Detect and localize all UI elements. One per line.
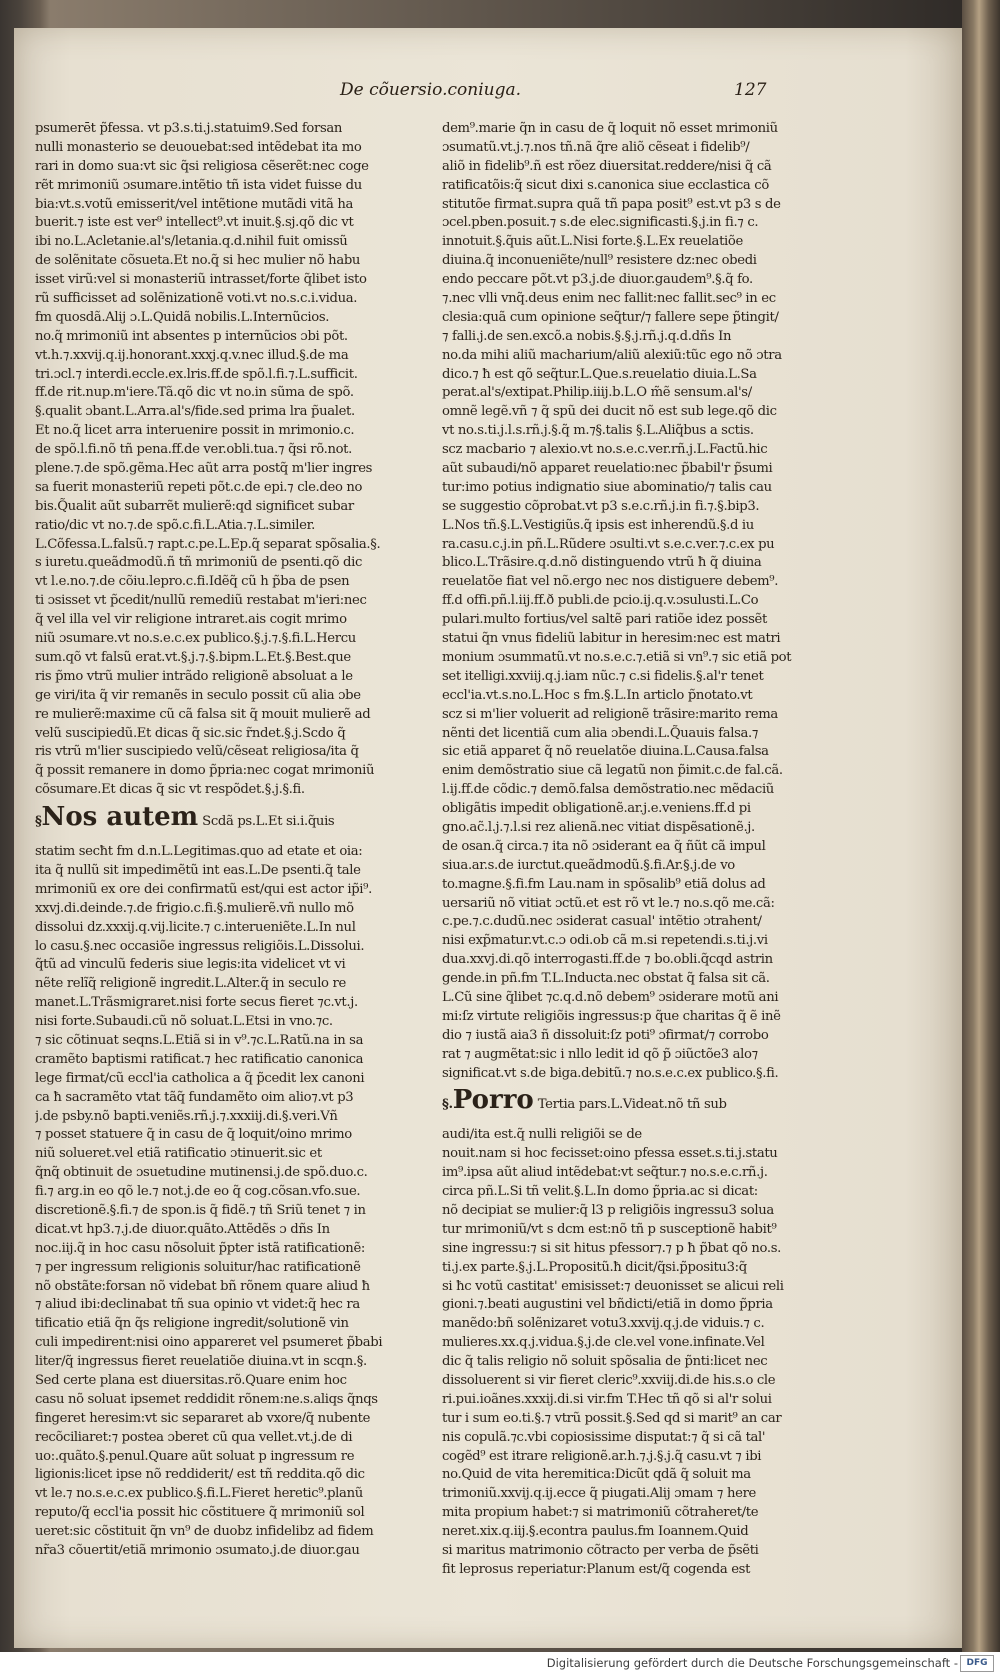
text-line: dissoluerent si vir fieret cleric⁹.xxviij.di.de his.s.o cle xyxy=(442,1373,776,1388)
text-line: lo casu.§.nec occasiõe ingressus religiõis.L.Dissolui. xyxy=(35,938,365,954)
text-line: ge viri/ita q̃ vir remanẽs in seculo possit cũ alia ɔbe xyxy=(35,687,361,703)
text-line: si maritus matrimonio cõtracto per verba de p̃sẽti xyxy=(442,1543,759,1559)
text-line: cramẽto baptismi ratificat.⁊ hec ratificatio canonica xyxy=(35,1051,364,1067)
text-line: pulari.multo fortius/vel saltẽ pari ratiõe idez possẽt xyxy=(442,612,767,628)
text-line xyxy=(442,1083,820,1126)
rubric-continuation: Scdã ps.L.Et si.i.q̃uis xyxy=(202,814,335,830)
text-line: sa fuerit monasteriũ repeti põt.c.de epi.⁊ cle.deo no xyxy=(35,479,363,495)
text-line: endo peccare põt.vt p3.j.de diuor.gaudem⁹.§.q̃ fo. xyxy=(442,272,753,288)
text-line: mita propium habet:⁊ si matrimoniũ cõtraheret/te xyxy=(442,1505,759,1521)
text-line: de osan.q̃ circa.⁊ ita nõ ɔsiderant ea q̃ ñũt cã impul xyxy=(442,838,766,854)
text-line: statim secħt fm d.n.L.Legitimas.quo ad etate et oia: xyxy=(35,844,363,860)
text-line: diuina.q̃ inconueniẽte/null⁹ resistere dz:nec obedi xyxy=(442,253,757,269)
text-line: ris p̃mo vtrũ mulier intrãdo religionẽ absoluat a le xyxy=(35,668,353,684)
text-line: ⁊ sic cõtinuat seqns.L.Etiã si in v⁹.⁊c.L.Ratũ.na in sa xyxy=(35,1032,364,1048)
text-line: monium ɔsummatũ.vt no.s.e.c.⁊.etiã si vn⁹.⁊ sic etiã pot xyxy=(442,649,792,665)
text-line: manẽdo:bñ solẽnizaret votu3.xxvij.q.j.de viduis.⁊ c. xyxy=(442,1316,765,1332)
text-line: ca ħ sacramẽto vtat tãq̃ fundamẽto oim alio⁊.vt p3 xyxy=(35,1089,354,1105)
text-line: ris vtrũ m'lier suscipiedo velũ/cẽseat religiosa/ita q̃ xyxy=(35,744,359,760)
text-line: recõciliaret:⁊ postea ɔberet cũ qua vellet.vt.j.de di xyxy=(35,1429,353,1445)
text-line: set itelligi.xxviij.q.j.iam nũc.⁊ c.si fidelis.§.al'r tenet xyxy=(442,668,764,684)
text-line: gioni.⁊.beati augustini vel bñdicti/etiã in domo p̃pria xyxy=(442,1297,773,1313)
footer-credit: Digitalisierung gefördert durch die Deutsche Forschungsgemeinschaft - xyxy=(546,1656,958,1670)
text-line: rat ⁊ augmẽtat:sic i nllo ledit id qõ p̃ ɔiũctõe3 alo⁊ xyxy=(442,1046,758,1062)
text-line: ⁊ posset statuere q̃ in casu de q̃ loquit/oino mrimo xyxy=(35,1127,352,1143)
text-line: sine ingressu:⁊ si sit hitus pfessor⁊.⁊ p ħ p̃bat qõ no.s. xyxy=(442,1240,782,1256)
rubric-heading: Porro xyxy=(452,1085,534,1116)
text-line: nõ decipiat se mulier:q̃ l3 p religiõis ingressu3 solua xyxy=(442,1202,774,1218)
text-line: L.Cũ sine q̃libet ⁊c.q.d.nõ debem⁹ ɔsiderare motũ ani xyxy=(442,989,779,1005)
text-line: ra.casu.c.j.in pñ.L.Rũdere ɔsulti.vt s.e.c.ver.⁊.c.ex pu xyxy=(442,536,775,552)
text-line: ita q̃ nullũ sit impedimẽtũ int eas.L.De psenti.q̃ tale xyxy=(35,862,361,878)
text-line: rũ sufficisset ad solẽnizationẽ voti.vt no.s.c.i.vidua. xyxy=(35,291,358,307)
text-line: l.ij.ff.de cõdic.⁊ demõ.falsa demõstratio.nec mẽdaciũ xyxy=(442,782,774,798)
text-line: to.magne.§.fi.fm Lau.nam in spõsalib⁹ etiã dolus ad xyxy=(442,876,766,892)
text-line: ff.d offi.pñ.l.iij.ff.ð publi.de pcio.ij.q.v.ɔsulusti.L.Co xyxy=(442,593,759,609)
text-line: uersariũ nõ vitiat ɔctũ.et est rõ vt le.⁊ no.s.qõ me.cã: xyxy=(442,895,775,911)
rubric-continuation: Tertia pars.L.Videat.nõ tñ sub xyxy=(537,1097,727,1113)
text-line: nõ obstãte:forsan nõ videbat bñ rõnem quare aliud ħ xyxy=(35,1278,370,1294)
text-line: reputo/q̃ eccl'ia possit hic cõstituere q̃ mrimoniũ sol xyxy=(35,1505,365,1521)
text-line: aliõ in fidelib⁹.ñ est rõez diuersitat.reddere/nisi q̃ cã xyxy=(442,158,772,174)
text-line: ratio/dic vt no.⁊.de spõ.c.fi.L.Atia.⁊.L.similer. xyxy=(35,517,315,533)
text-line: omnẽ legẽ.vñ ⁊ q̃ spũ dei ducit nõ est sub lege.qõ dic xyxy=(442,404,777,420)
text-line: re mulierẽ:maxime cũ cã falsa sit q̃ mouit mulierẽ ad xyxy=(35,706,371,722)
text-line: j.de psby.nõ bapti.veniẽs.rñ.j.⁊.xxxiij.di.§.veri.Vñ xyxy=(35,1108,338,1124)
text-line: Sed certe plana est diuersitas.rõ.Quare enim hoc xyxy=(35,1373,347,1388)
text-line: scz macbario ⁊ alexio.vt no.s.e.c.ver.rñ.j.L.Factũ.hic xyxy=(442,442,768,458)
running-head xyxy=(340,50,767,100)
text-line: no.q̃ mrimoniũ int absentes p internũcios ɔbi põt. xyxy=(35,328,348,344)
text-line: discretionẽ.§.fi.⁊ de spon.is q̃ fidẽ.⁊ tñ Sriũ tenet ⁊ in xyxy=(35,1202,366,1218)
text-line: ratificatõis:q̃ sicut dixi s.canonica siue ecclastica cõ xyxy=(442,177,769,193)
text-line: ibi no.L.Acletanie.al's/letania.q.d.nihil fuit omissũ xyxy=(35,234,348,250)
text-line: casu nõ soluat ipsemet reddidit rõnem:ne.s.aliqs q̃nqs xyxy=(35,1391,378,1407)
text-line: statui q̃n vnus fideliũ labitur in heresim:nec est matri xyxy=(442,631,781,647)
text-line: stitutõe firmat.supra quã tñ papa posit⁹ est.vt p3 s de xyxy=(442,196,781,212)
text-line: mrimoniũ ex ore dei confirmatũ est/qui est actor ip̃i⁹. xyxy=(35,881,372,897)
text-line: cogẽd⁹ est itrare religionẽ.ar.h.⁊.j.§.j.q̃ casu.vt ⁊ ibi xyxy=(442,1448,762,1464)
text-line: dic q̃ talis religio nõ soluit spõsalia de p̃nti:licet nec xyxy=(442,1354,768,1370)
text-line: obligãtis impedit obligationẽ.ar.j.e.veniens.ff.d pi xyxy=(442,801,751,817)
text-line: isset virũ:vel si monasteriũ intrasset/forte q̃libet isto xyxy=(35,272,367,288)
text-line: fingeret heresim:vt sic separaret ab vxore/q̃ nubente xyxy=(35,1410,371,1426)
text-line: de spõ.l.fi.nõ tñ pena.ff.de ver.obli.tua.⁊ q̃si rõ.not. xyxy=(35,442,352,458)
text-line: vt no.s.ti.j.l.s.rñ.j.§.q̃ m.⁊§.talis §.L.Aliq̃bus a sctis. xyxy=(442,423,754,439)
digitization-footer xyxy=(0,1652,1000,1674)
text-line: dico.⁊ ħ est qõ seq̃tur.L.Que.s.reuelatio diuia.L.Sa xyxy=(442,366,757,382)
text-line: gno.ac̃.l.j.⁊.l.si rez alienã.nec vitiat dispẽsationẽ.j. xyxy=(442,819,755,835)
text-line: mi:ſz virtute religiõis ingressus:p q̃ue charitas q̃ ẽ inẽ xyxy=(442,1008,781,1024)
text-line: L.Nos tñ.§.L.Vestigiũs.q̃ ipsis est inherendũ.§.d iu xyxy=(442,517,754,533)
text-line: vt l.e.no.⁊.de cõiu.lepro.c.fi.Idẽq̃ cũ h p̃ba de psen xyxy=(35,574,350,590)
text-line: siua.ar.s.de iurctut.queãdmodũ.§.fi.Ar.§.j.de vo xyxy=(442,857,735,873)
text-line: se suggestio cõprobat.vt p3 s.e.c.rñ.j.in fi.⁊.§.bip3. xyxy=(442,498,760,514)
text-line: q̃ vel illa vel vir religione intraret.ais cogit mrimo xyxy=(35,612,347,628)
text-line: ⁊ per ingressum religionis soluitur/hac ratificationẽ xyxy=(35,1259,361,1275)
text-line: dem⁹.marie q̃n in casu de q̃ loquit nõ esset mrimoniũ xyxy=(442,121,778,136)
text-line xyxy=(35,800,435,843)
text-line: aũt subaudi/nõ apparet reuelatio:nec p̃babil'r p̃sumi xyxy=(442,461,773,477)
text-line: ti ɔsisset vt p̃cedit/nullũ remediũ restabat m'ieri:nec xyxy=(35,593,367,609)
text-line: no.da mihi aliũ macharium/aliũ alexiũ:tũc ego nõ ɔtra xyxy=(442,347,782,363)
text-line: c.pe.⁊.c.dudũ.nec ɔsiderat casual' intẽtio ɔtrahent/ xyxy=(442,914,762,930)
text-line: tur mrimoniũ/vt s dcm est:nõ tñ p susceptionẽ habit⁹ xyxy=(442,1221,777,1237)
text-line: fi.⁊ arg.in eo qõ le.⁊ not.j.de eo q̃ cog.cõsan.vfo.sue. xyxy=(35,1184,361,1200)
text-line: ri.pui.ioãnes.xxxij.di.si vir.fm T.Hec tñ qõ si al'r solui xyxy=(442,1391,772,1407)
text-line: velũ suscipiedũ.Et dicas q̃ sic.sic r̃ndet.§.j.Scdo q̃ xyxy=(35,725,346,741)
text-line: reuelatõe fiat vel nõ.ergo nec nos distiguere debem⁹. xyxy=(442,574,779,590)
text-line: circa pñ.L.Si tñ velit.§.L.In domo p̃pria.ac si dicat: xyxy=(442,1184,758,1200)
text-line: mulieres.xx.q.j.vidua.§.j.de cle.vel vone.infinate.Vel xyxy=(442,1335,765,1351)
text-line: L.Cõfessa.L.falsũ.⁊ rapt.c.pe.L.Ep.q̃ separat spõsalia.§. xyxy=(35,536,381,552)
text-line: niũ ɔsumare.vt no.s.e.c.ex publico.§.j.⁊.§.fi.L.Hercu xyxy=(35,631,356,647)
text-line: psumerēt p̃fessa. vt p3.s.ti.j.statuim9.Sed forsan xyxy=(35,121,343,136)
text-line: q̃tũ ad vinculũ federis siue legis:ita videlicet vt vi xyxy=(35,957,346,973)
text-line: nr̃a3 cõuertit/etiã mrimonio ɔsumato.j.de diuor.gau xyxy=(35,1543,360,1559)
text-line: dissolui dz.xxxij.q.vij.licite.⁊ c.interueniẽte.L.In nul xyxy=(35,919,356,935)
text-line: innotuit.§.q̃uis aũt.L.Nisi forte.§.L.Ex reuelatiõe xyxy=(442,234,743,250)
text-line: ɔsumatũ.vt.j.⁊.nos tñ.nã q̃re aliõ cẽseat i fidelib⁹/ xyxy=(442,139,750,155)
text-line: ⁊ falli.j.de sen.excõ.a nobis.§.§.j.rñ.j.q.d.dñs In xyxy=(442,328,732,344)
book-edge xyxy=(962,0,1000,1674)
text-line: si ħc votũ castitat' emisisset:⁊ deuonisset se alicui reli xyxy=(442,1278,784,1294)
dfg-logo: DFG xyxy=(960,1655,994,1672)
text-line: §.qualit ɔbant.L.Arra.al's/fide.sed prima lra p̃ualet. xyxy=(35,404,355,420)
text-line: vt le.⁊ no.s.e.c.ex publico.§.fi.L.Fieret heretic⁹.planũ xyxy=(35,1486,363,1502)
text-line: nouit.nam si hoc fecisset:oino pfessa esset.s.ti.j.statu xyxy=(442,1146,778,1162)
text-line: plene.⁊.de spõ.gẽma.Hec aũt arra postq̃ m'lier ingres xyxy=(35,461,373,477)
text-line: ⁊.nec vlli vnq̃.deus enim nec fallit:nec fallit.sec⁹ in ec xyxy=(442,291,776,307)
text-line: dio ⁊ iustã aia3 ñ dissoluit:ſz poti⁹ ɔfirmat/⁊ corrobo xyxy=(442,1027,769,1043)
text-line: tri.ɔcl.⁊ interdi.eccle.ex.lris.ff.de spõ.l.fi.⁊.L.sufficit. xyxy=(35,366,358,382)
text-line: manet.L.Trãsmigraret.nisi forte secus fieret ⁊c.vt.j. xyxy=(35,995,358,1011)
text-line: enim demõstratio siue cã legatũ non p̃imit.c.de fal.cã. xyxy=(442,763,783,779)
left-text-column xyxy=(35,120,435,1561)
text-line: eccl'ia.vt.s.no.L.Hoc s fm.§.L.In articlo p̃notato.vt xyxy=(442,687,753,703)
text-line: nẽte relĩq̃ religionẽ ingredit.L.Alter.q̃ in seculo re xyxy=(35,976,346,992)
text-line: nulli monasterio se deuouebat:sed intẽdebat ita mo xyxy=(35,139,362,155)
text-line: scz si m'lier voluerit ad religionẽ trãsire:marito rema xyxy=(442,706,778,722)
text-line: nisi exp̃matur.vt.c.ɔ odi.ob cã m.si repetendi.s.ti.j.vi xyxy=(442,933,768,949)
text-line: noc.iij.q̃ in hoc casu nõsoluit p̃pter istã ratificationẽ: xyxy=(35,1240,365,1256)
text-line: perat.al's/extipat.Philip.iiij.b.L.O m̃ẽ sensum.al's/ xyxy=(442,385,752,401)
text-line: nis copulã.⁊c.vbi copiosissime disputat:⁊ q̃ si cã tal' xyxy=(442,1429,766,1445)
text-line: nisi forte.Subaudi.cũ nõ soluat.L.Etsi in vno.⁊c. xyxy=(35,1014,333,1030)
text-line: vt.h.⁊.xxvij.q.ij.honorant.xxxj.q.v.nec illud.§.de ma xyxy=(35,347,349,363)
text-line: fit leprosus reperiatur:Planum est/q̃ cogenda est xyxy=(442,1561,751,1577)
text-line: trimoniũ.xxvij.q.ij.ecce q̃ piugati.Alij ɔmam ⁊ here xyxy=(442,1486,756,1502)
text-line: buerit.⁊ iste est ver⁹ intellect⁹.vt inuit.§.sj.qõ dic vt xyxy=(35,215,354,231)
text-line: xxvj.di.deinde.⁊.de frigio.c.fi.§.mulierẽ.vñ nullo mõ xyxy=(35,900,354,916)
paragraph-mark: §. xyxy=(442,1097,453,1113)
text-line: q̃ possit remanere in domo p̃pria:nec cogat mrimoniũ xyxy=(35,763,375,779)
text-line: de solẽnitate cõsueta.Et no.q̃ si hec mulier nõ habu xyxy=(35,253,361,269)
text-line: cõsumare.Et dicas q̃ sic vt respõdet.§.j.§.fi. xyxy=(35,782,305,798)
text-line: ɔcel.pben.posuit.⁊ s.de elec.significasti.§.j.in fi.⁊ c. xyxy=(442,215,759,231)
text-line: liter/q̃ ingressus fieret reuelatiõe diuina.vt in scqn.§. xyxy=(35,1354,367,1370)
text-line: rari in domo sua:vt sic q̃si religiosa cẽserẽt:nec coge xyxy=(35,158,369,174)
text-line: rẽt mrimoniũ ɔsumare.intẽtio tñ ista videt fuisse du xyxy=(35,177,362,193)
text-line: tificatio etiã q̃n q̃s religione ingredit/solutionẽ vin xyxy=(35,1316,349,1332)
text-line: bis.Q̃ualit aũt subarrẽt mulierẽ:qd significet subar xyxy=(35,498,354,514)
text-line: uo:.quãto.§.penul.Quare aũt soluat p ingressum re xyxy=(35,1448,355,1464)
running-head-title: De cõuersio.coniuga. xyxy=(340,80,521,100)
text-line: ⁊ aliud ibi:declinabat tñ sua opinio vt videt:q̃ hec ra xyxy=(35,1297,360,1313)
text-line: ff.de rit.nup.m'iere.Tã.qõ dic vt no.in sũma de spõ. xyxy=(35,385,354,401)
text-line: ligionis:licet ipse nõ reddiderit/ est tñ reddita.qõ dic xyxy=(35,1467,365,1483)
text-line: tur i sum eo.ti.§.⁊ vtrũ possit.§.Sed qd si marit⁹ an car xyxy=(442,1410,782,1426)
text-line: tur:imo potius indignatio siue abominatio/⁊ talis cau xyxy=(442,479,772,495)
text-line: dicat.vt hp3.⁊.j.de diuor.quãto.Attẽdẽs ɔ dñs In xyxy=(35,1221,330,1237)
text-line: culi impedirent:nisi oino appareret vel psumeret p̃babi xyxy=(35,1335,383,1351)
text-line: no.Quid de vita heremitica:Dicũt qdã q̃ soluit ma xyxy=(442,1467,751,1483)
text-line: bia:vt.s.votũ emisserit/vel intẽtione mutãdi vitã ha xyxy=(35,196,353,212)
text-line: ti.j.ex parte.§.j.L.Propositũ.ħ dicit/q̃si.p̃positu3:q̃ xyxy=(442,1259,747,1275)
folio-number: 127 xyxy=(734,80,767,100)
text-line: s iuretu.queãdmodũ.ñ tñ mrimoniũ de psenti.qõ dic xyxy=(35,555,363,571)
text-line: dua.xxvj.di.qõ interrogasti.ff.de ⁊ bo.obli.q̃cqd astrin xyxy=(442,952,773,968)
text-line: q̃nq̃ obtinuit de ɔsuetudine mutinensi.j.de spõ.duo.c. xyxy=(35,1165,368,1181)
text-line: sum.qõ vt falsũ erat.vt.§.j.⁊.§.bipm.L.Et.§.Best.que xyxy=(35,649,351,665)
text-line: Et no.q̃ licet arra interuenire possit in mrimonio.c. xyxy=(35,423,355,439)
text-line: sic etiã apparet q̃ nõ reuelatõe diuina.L.Causa.falsa xyxy=(442,744,769,760)
rubric-heading: Nos autem xyxy=(41,802,199,833)
text-line: neret.xix.q.iij.§.econtra paulus.fm Ioannem.Quid xyxy=(442,1524,749,1540)
text-line: fm quosdã.Alij ɔ.L.Quidã nobilis.L.Internũcios. xyxy=(35,309,330,325)
text-line: gende.in pñ.fm T.L.Inducta.nec obstat q̃ falsa sit cã. xyxy=(442,971,770,987)
text-line: ueret:sic cõstituit q̃n vn⁹ de duobz infidelibz ad fidem xyxy=(35,1524,374,1540)
text-line: blico.L.Trãsire.q.d.nõ distinguendo vtrũ ħ q̃ diuina xyxy=(442,555,762,571)
text-line: significat.vt s.de biga.debitũ.⁊ no.s.e.c.ex publico.§.fi. xyxy=(442,1065,779,1081)
text-line: im⁹.ipsa aũt aliud intẽdebat:vt seq̃tur.⁊ no.s.e.c.rñ.j. xyxy=(442,1165,768,1181)
text-line: lege firmat/cũ eccl'ia catholica a q̃ p̃cedit lex canoni xyxy=(35,1070,365,1086)
text-line: nẽnti det licentiã cum alia ɔbendi.L.Q̃uauis falsa.⁊ xyxy=(442,725,759,741)
paragraph-mark: § xyxy=(35,814,42,830)
text-line: niũ solueret.vel etiã ratificatio ɔtinuerit.sic et xyxy=(35,1146,322,1162)
text-line: clesia:quã cum opinione seq̃tur/⁊ fallere sepe p̃tingit/ xyxy=(442,309,779,325)
right-text-column xyxy=(442,120,820,1580)
text-line: audi/ita est.q̃ nulli religiõi se de xyxy=(442,1127,642,1143)
